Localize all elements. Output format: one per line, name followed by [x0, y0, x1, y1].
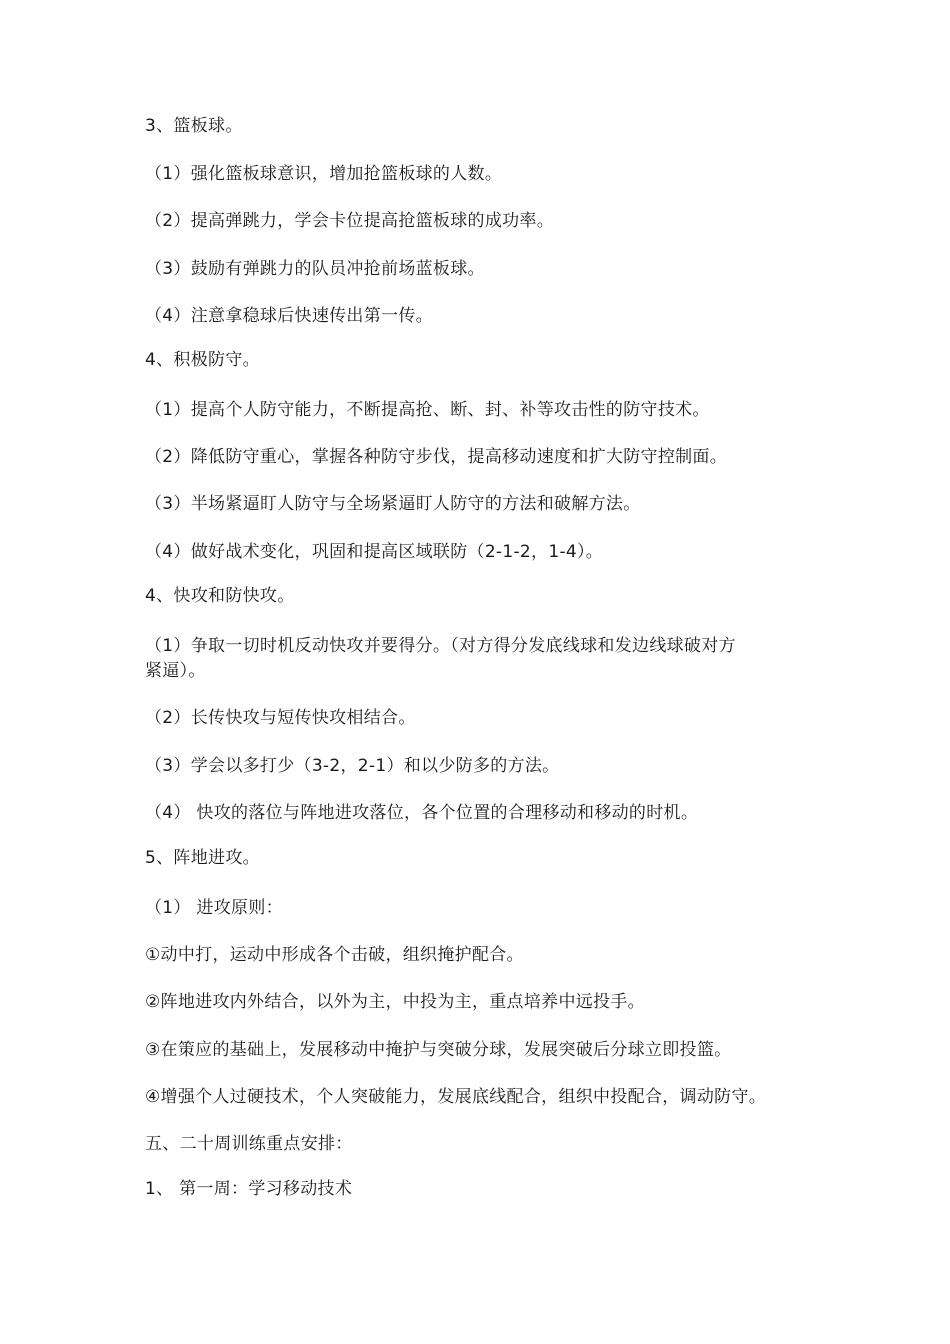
- paragraph-line: （3）半场紧逼盯人防守与全场紧逼盯人防守的方法和破解方法。: [145, 494, 641, 514]
- paragraph-line: （2）降低防守重心，掌握各种防守步伐，提高移动速度和扩大防守控制面。: [145, 447, 728, 467]
- paragraph-line: （4） 快攻的落位与阵地进攻落位，各个位置的合理移动和移动的时机。: [145, 803, 699, 823]
- paragraph-line: ③在策应的基础上，发展移动中掩护与突破分球，发展突破后分球立即投篮。: [145, 1040, 732, 1060]
- paragraph-line: （3）鼓励有弹跳力的队员冲抢前场蓝板球。: [145, 259, 485, 279]
- paragraph-line: ④增强个人过硬技术，个人突破能力，发展底线配合，组织中投配合，调动防守。: [145, 1087, 767, 1107]
- section-heading-half-court: 5、阵地进攻。: [145, 848, 260, 868]
- paragraph-line: ①动中打，运动中形成各个击破，组织掩护配合。: [145, 945, 524, 965]
- paragraph-line: （2）提高弹跳力，学会卡位提高抢篮板球的成功率。: [145, 211, 555, 231]
- paragraph-line: 1、 第一周：学习移动技术: [145, 1179, 353, 1199]
- paragraph-line: （3）学会以多打少（3-2，2-1）和以少防多的方法。: [145, 756, 560, 776]
- section-heading-rebound: 3、篮板球。: [145, 116, 243, 136]
- section-heading-fast-break: 4、快攻和防快攻。: [145, 586, 295, 606]
- paragraph-line: （1）强化篮板球意识，增加抢篮板球的人数。: [145, 164, 503, 184]
- paragraph-line: （4）注意拿稳球后快速传出第一传。: [145, 306, 433, 326]
- paragraph-line: （2）长传快攻与短传快攻相结合。: [145, 708, 416, 728]
- paragraph-line: （1）争取一切时机反动快攻并要得分。（对方得分发底线球和发边线球破对方: [145, 636, 736, 656]
- section-heading-schedule: 五、二十周训练重点安排：: [145, 1134, 353, 1154]
- paragraph-line: ②阵地进攻内外结合，以外为主，中投为主，重点培养中远投手。: [145, 992, 645, 1012]
- paragraph-line: （4）做好战术变化，巩固和提高区域联防（2-1-2，1-4）。: [145, 542, 604, 562]
- paragraph-line: （1）提高个人防守能力，不断提高抢、断、封、补等攻击性的防守技术。: [145, 400, 710, 420]
- paragraph-line: （1） 进攻原则：: [145, 898, 283, 918]
- paragraph-line: 紧逼）。: [145, 661, 206, 681]
- section-heading-defense: 4、积极防守。: [145, 350, 260, 370]
